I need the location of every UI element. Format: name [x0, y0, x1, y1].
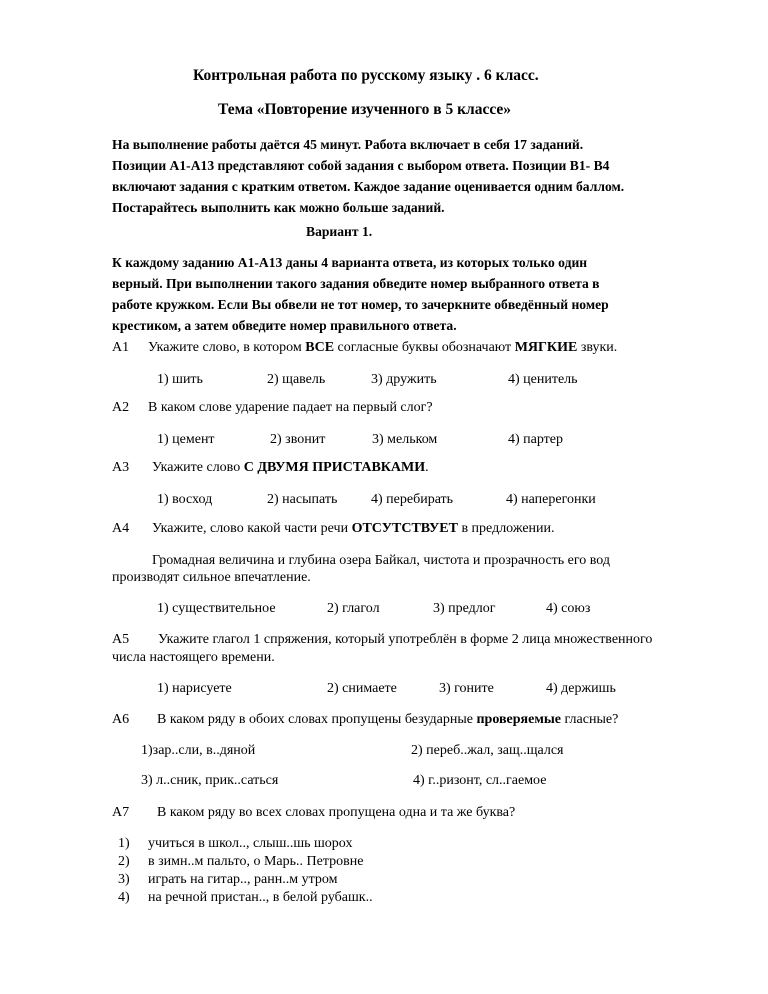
option-a3-3[interactable]: 4) перебирать: [371, 492, 454, 507]
question-number-a2: А2: [112, 400, 130, 415]
intro-line: Постарайтесь выполнить как можно больше заданий.: [112, 200, 445, 215]
text-part: гласные?: [561, 712, 619, 727]
question-text-a7: В каком ряду во всех словах пропущена одна и та же буква?: [157, 805, 516, 820]
option-a4-4[interactable]: 4) союз: [546, 601, 591, 616]
question-number-a1: А1: [112, 340, 130, 355]
option-a5-4[interactable]: 4) держишь: [546, 681, 616, 696]
option-a1-1[interactable]: 1) шить: [157, 372, 203, 387]
option-a1-4[interactable]: 4) ценитель: [508, 372, 578, 387]
option-a3-2[interactable]: 2) насыпать: [267, 492, 338, 507]
question-text-a2: В каком слове ударение падает на первый слог?: [148, 400, 433, 415]
option-a6-3[interactable]: 3) л..сник, прик..саться: [141, 773, 279, 788]
option-a5-3[interactable]: 3) гоните: [439, 681, 494, 696]
option-a6-2[interactable]: 2) переб..жал, защ..щался: [411, 743, 564, 758]
option-a4-1[interactable]: 1) существительное: [157, 601, 276, 616]
option-a2-3[interactable]: 3) мельком: [372, 432, 438, 447]
intro-line: Позиции А1-А13 представляют собой задания с выбором ответа. Позиции В1- В4: [112, 158, 610, 173]
text-part: Укажите слово: [152, 460, 244, 475]
instructions-line: К каждому заданию А1-А13 даны 4 варианта ответа, из которых только один: [112, 255, 588, 270]
text-part: .: [425, 460, 429, 475]
option-a2-4[interactable]: 4) партер: [508, 432, 564, 447]
question-number-a3: А3: [112, 460, 130, 475]
question-text-a5-line1: Укажите глагол 1 спряжения, который употреблён в форме 2 лица множественного: [158, 632, 653, 647]
option-text: в зимн..м пальто, о Марь.. Петровне: [148, 854, 364, 869]
emphasis: МЯГКИЕ: [514, 340, 578, 355]
question-text-a3: [152, 460, 429, 476]
option-a1-2[interactable]: 2) щавель: [267, 372, 326, 387]
option-a6-4[interactable]: 4) г..ризонт, сл..гаемое: [413, 773, 547, 788]
instructions-line: работе кружком. Если Вы обвели не тот номер, то зачеркните обведённый номер: [112, 297, 609, 312]
emphasis: ОТСУТСТВУЕТ: [351, 521, 458, 536]
option-a5-2[interactable]: 2) снимаете: [327, 681, 397, 696]
option-a4-3[interactable]: 3) предлог: [433, 601, 496, 616]
question-number-a4: А4: [112, 521, 130, 536]
intro-line: На выполнение работы даётся 45 минут. Работа включает в себя 17 заданий.: [112, 137, 584, 152]
option-a6-1[interactable]: 1)зар..сли, в..дяной: [141, 743, 256, 758]
option-a7-2[interactable]: [118, 854, 363, 870]
instructions-line: верный. При выполнении такого задания обведите номер выбранного ответа в: [112, 276, 600, 291]
option-number: 2): [118, 854, 130, 869]
option-a3-1[interactable]: 1) восход: [157, 492, 213, 507]
text-part: Укажите, слово какой части речи: [152, 521, 352, 536]
option-a2-1[interactable]: 1) цемент: [157, 432, 215, 447]
option-number: 4): [118, 890, 130, 905]
sentence-a4-line2: производят сильное впечатление.: [112, 570, 311, 585]
page-title: Контрольная работа по русскому языку . 6 класс.: [193, 67, 539, 84]
option-text: на речной пристан.., в белой рубашк..: [148, 890, 373, 905]
sentence-a4-line1: Громадная величина и глубина озера Байкал, чистота и прозрачность его вод: [152, 553, 611, 568]
text-part: согласные буквы обозначают: [334, 340, 515, 355]
emphasis: ВСЕ: [305, 340, 335, 355]
option-number: 1): [118, 836, 130, 851]
question-text-a5-line2: числа настоящего времени.: [112, 650, 275, 665]
question-number-a7: А7: [112, 805, 130, 820]
emphasis: проверяемые: [476, 712, 562, 727]
emphasis: С ДВУМЯ ПРИСТАВКАМИ: [243, 460, 426, 475]
option-number: 3): [118, 872, 130, 887]
question-text-a6: [157, 712, 618, 728]
option-a4-2[interactable]: 2) глагол: [327, 601, 380, 616]
instructions-line: крестиком, а затем обведите номер правильного ответа.: [112, 318, 457, 333]
text-part: В каком ряду в обоих словах пропущены безударные: [157, 712, 477, 727]
intro-line: включают задания с кратким ответом. Каждое задание оценивается одним баллом.: [112, 179, 625, 194]
option-a5-1[interactable]: 1) нарисуете: [157, 681, 232, 696]
text-part: Укажите слово, в котором: [148, 340, 306, 355]
intro-paragraph: [112, 134, 732, 218]
option-text: учиться в школ.., слыш..шь шорох: [148, 836, 353, 851]
option-text: играть на гитар.., ранн..м утром: [148, 872, 338, 887]
page-subtitle: Тема «Повторение изученного в 5 классе»: [218, 101, 512, 118]
option-a7-4[interactable]: [118, 890, 373, 906]
variant-label: Вариант 1.: [306, 224, 373, 239]
text-part: звуки.: [577, 340, 618, 355]
option-a7-1[interactable]: [118, 836, 352, 852]
option-a1-3[interactable]: 3) дружить: [371, 372, 437, 387]
question-text-a1: [148, 340, 617, 356]
question-text-a4: [152, 521, 555, 537]
question-number-a6: А6: [112, 712, 130, 727]
option-a7-3[interactable]: [118, 872, 337, 888]
option-a3-4[interactable]: 4) наперегонки: [506, 492, 596, 507]
text-part: в предложении.: [457, 521, 555, 536]
option-a2-2[interactable]: 2) звонит: [270, 432, 326, 447]
question-number-a5: А5: [112, 632, 130, 647]
instructions-paragraph: [112, 252, 732, 336]
